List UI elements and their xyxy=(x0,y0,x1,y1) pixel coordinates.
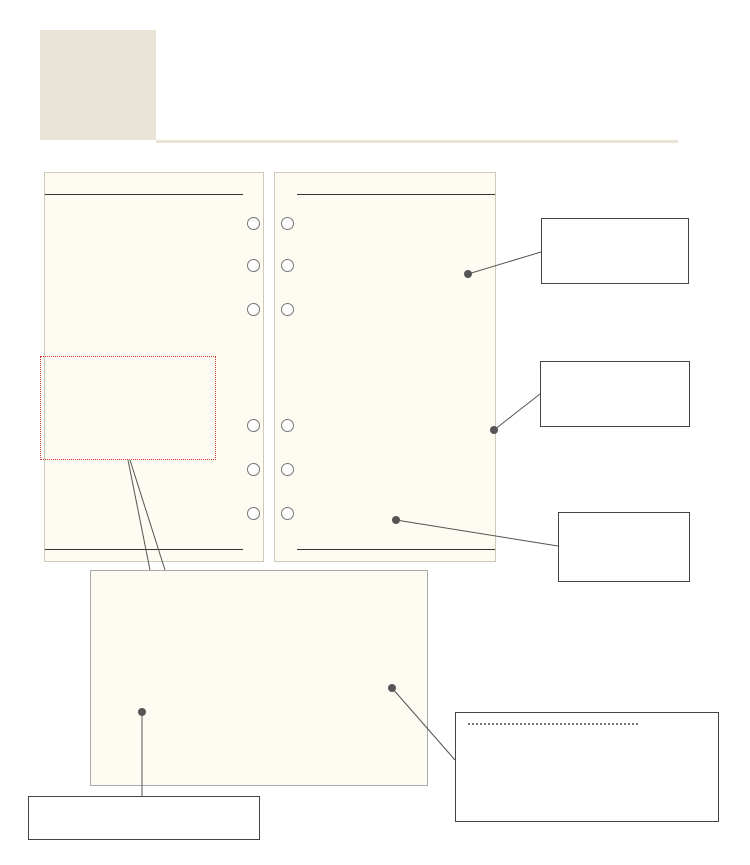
binder-ring xyxy=(247,303,260,316)
binder-ring xyxy=(281,303,294,316)
binder-ring xyxy=(247,259,260,272)
right-planner-page xyxy=(274,172,496,562)
callout-next-month xyxy=(540,361,690,427)
title-underline xyxy=(156,140,678,143)
binder-ring xyxy=(281,507,294,520)
schedule-note-badge xyxy=(40,30,156,140)
binder-ring xyxy=(281,463,294,476)
callout-block-type xyxy=(541,218,689,284)
binder-ring xyxy=(281,419,294,432)
zoom-detail-panel xyxy=(90,570,428,786)
callout-dotted-split xyxy=(455,712,719,822)
binder-ring xyxy=(247,217,260,230)
zoom-highlight-box xyxy=(40,356,216,460)
binder-ring xyxy=(281,259,294,272)
binder-ring xyxy=(247,463,260,476)
binder-ring xyxy=(247,419,260,432)
binder-ring xyxy=(281,217,294,230)
callout-vertical-calendar xyxy=(28,796,260,840)
callout-free-space xyxy=(558,512,690,582)
binder-ring xyxy=(247,507,260,520)
